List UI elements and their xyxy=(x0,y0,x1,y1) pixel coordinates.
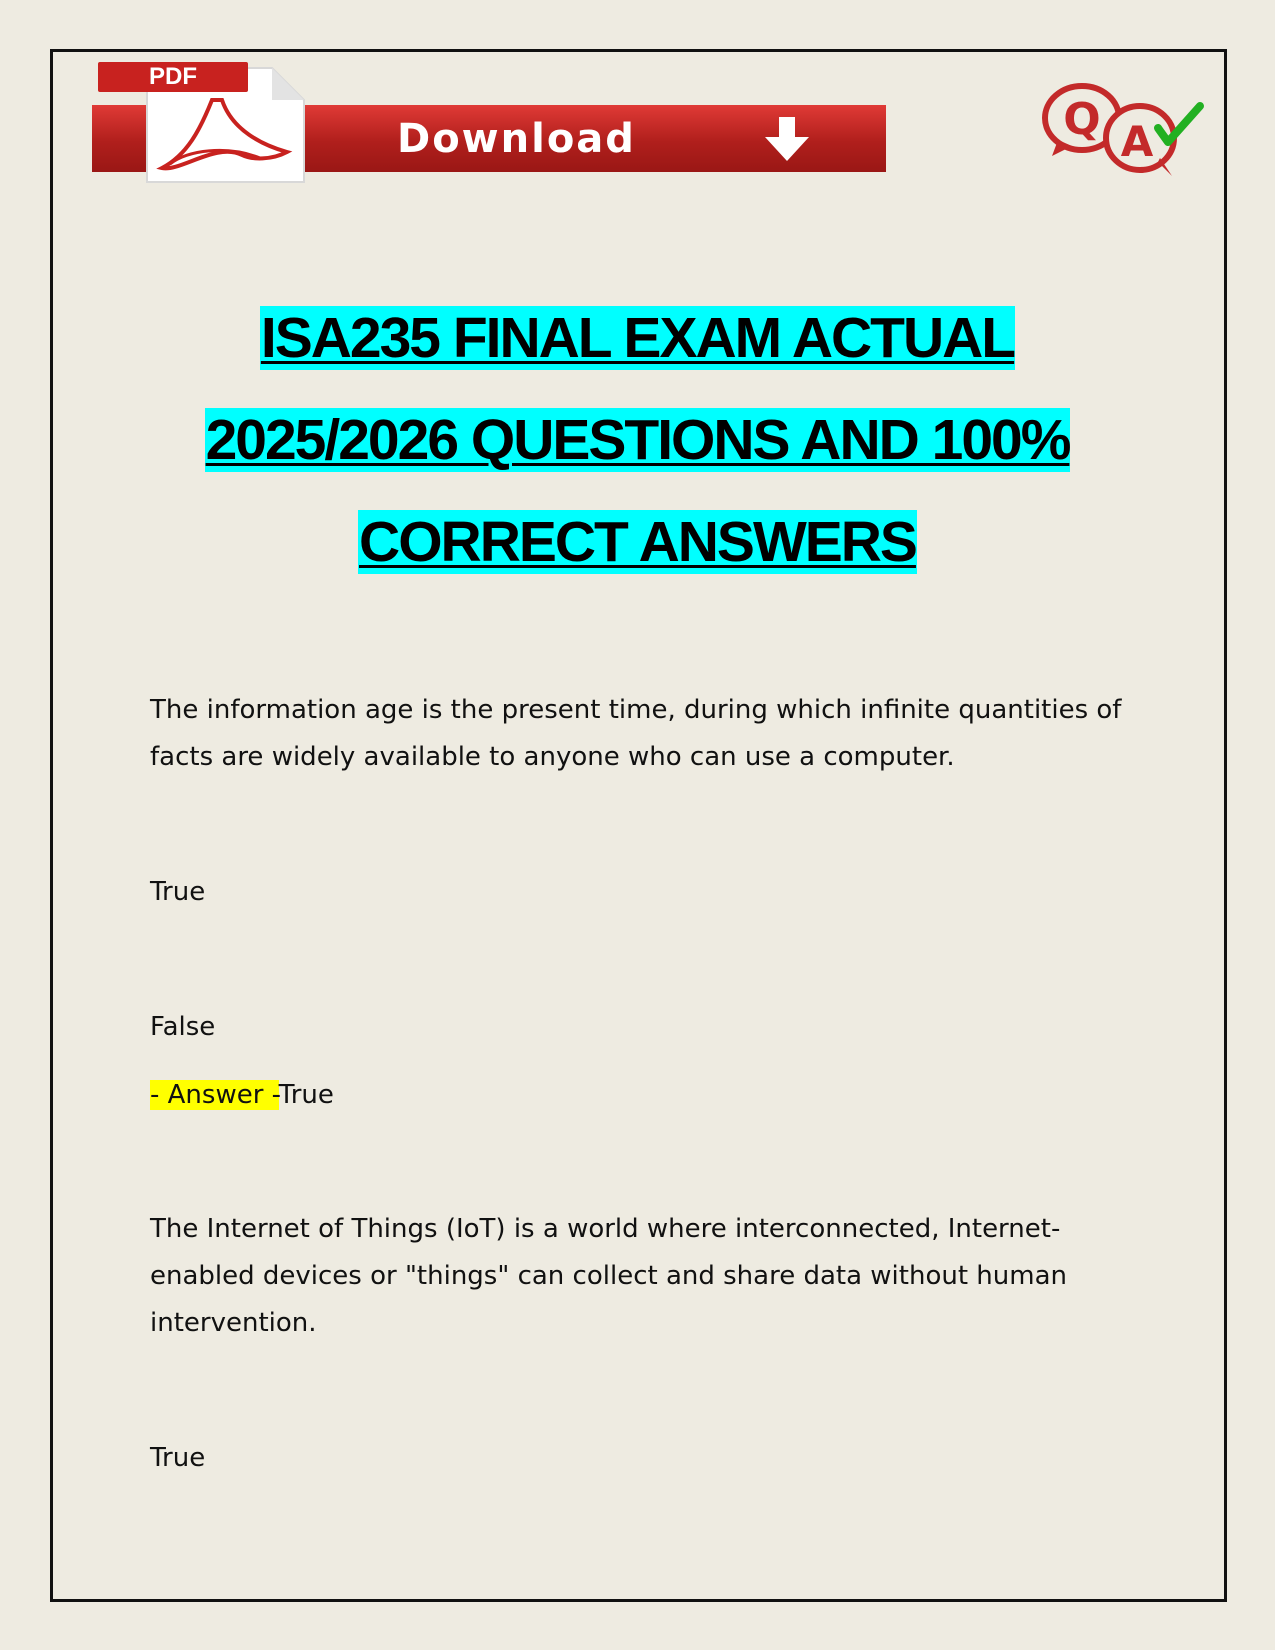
question-1-text: The information age is the present time, during which infinite quantities of facts are widely available to anyone who can use a computer. xyxy=(150,695,1122,772)
document-title xyxy=(60,305,1215,611)
svg-text:Q: Q xyxy=(1063,94,1101,145)
download-arrow-icon xyxy=(757,115,817,165)
title-line-1: ISA235 FINAL EXAM ACTUAL xyxy=(260,306,1015,370)
pdf-tag: PDF xyxy=(98,62,248,92)
question-1-option-false: False xyxy=(150,1012,216,1042)
qa-logo-icon xyxy=(1040,78,1212,180)
question-2-option-true: True xyxy=(150,1443,206,1473)
answer-value: True xyxy=(278,1080,334,1110)
question-1-answer xyxy=(150,1072,1130,1119)
svg-text:A: A xyxy=(1120,117,1154,166)
question-2-text: The Internet of Things (IoT) is a world where interconnected, Internet-enabled devices or "things" can collect and share data without human intervention. xyxy=(150,1214,1067,1338)
question-1-option-true: True xyxy=(150,877,206,907)
answer-prefix-highlight: - Answer - xyxy=(150,1080,279,1110)
page-border xyxy=(50,49,1227,1602)
pdf-download-banner[interactable] xyxy=(92,60,886,185)
title-line-3: CORRECT ANSWERS xyxy=(359,510,916,574)
download-label: Download xyxy=(397,116,636,162)
pdf-file-icon xyxy=(92,60,317,185)
title-line-2: 2025/2026 QUESTIONS AND 100% xyxy=(205,408,1070,472)
